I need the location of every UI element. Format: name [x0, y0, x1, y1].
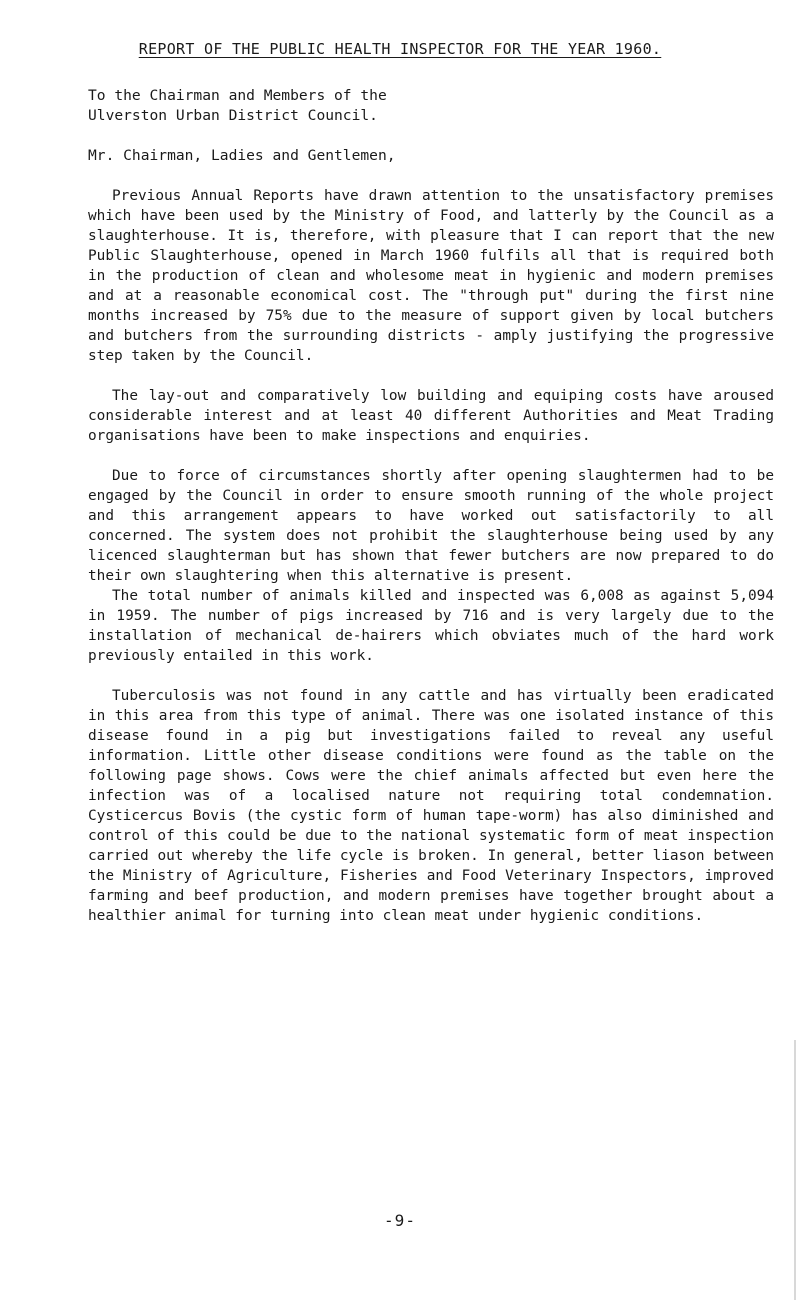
- address-line-2: Ulverston Urban District Council.: [88, 107, 378, 124]
- paragraph-slaughterhouse: Previous Annual Reports have drawn attention to the unsatisfactory premises which have been used by the Ministry of Food, and latterly by the Council as a slaughterhouse. It is, therefore, with pleasure that I can report that the new Public Slaughterhouse, opened in March 1960 fulfils all that is required both in the production of clean and wholesome meat in hygienic and modern premises and at a reasonable economical cost. The "through put" during the first nine months increased by 75% due to the measure of support given by local butchers and butchers from the surrounding districts - amply justifying the progressive step taken by the Council.: [88, 188, 774, 364]
- address-line-1: To the Chairman and Members of the: [88, 87, 387, 104]
- page-number: -9-: [384, 1211, 416, 1230]
- report-title: [0, 40, 800, 58]
- paragraph-layout-interest: The lay-out and comparatively low building and equiping costs have aroused considerable interest and at least 40 different Authorities and Meat Trading organisations have been to make inspections and enquiries.: [88, 388, 774, 444]
- scan-edge-mark: [794, 1040, 796, 1300]
- report-title-text: REPORT OF THE PUBLIC HEALTH INSPECTOR FOR THE YEAR 1960.: [138, 40, 662, 58]
- paragraph-animal-totals: The total number of animals killed and inspected was 6,008 as against 5,094 in 1959. The number of pigs increased by 716 and is very largely due to the installation of mechanical de-hairers which obviates much of the hard work previously entailed in this work.: [88, 588, 774, 664]
- paragraph-tuberculosis: Tuberculosis was not found in any cattle and has virtually been eradicated in this area from this type of animal. There was one isolated instance of this disease found in a pig but investigations failed to reveal any useful information. Little other disease conditions were found as the table on the following page shows. Cows were the chief animals affected but even here the infection was of a localised nature not requiring total condemnation. Cysticercus Bovis (the cystic form of human tape-worm) has also diminished and control of this could be due to the national systematic form of meat inspection carried out whereby the life cycle is broken. In general, better liason between the Ministry of Agriculture, Fisheries and Food Veterinary Inspectors, improved farming and beef production, and modern premises have together brought about a healthier animal for turning into clean meat under hygienic conditions.: [88, 688, 774, 924]
- salutation: Mr. Chairman, Ladies and Gentlemen,: [88, 147, 396, 164]
- paragraph-slaughtermen: Due to force of circumstances shortly after opening slaughtermen had to be engaged by the Council in order to ensure smooth running of the whole project and this arrangement appears to have worked out satisfactorily to all concerned. The system does not prohibit the slaughterhouse being used by any licenced slaughterman but has shown that fewer butchers are now prepared to do their own slaughtering when this alternative is present.: [88, 468, 774, 584]
